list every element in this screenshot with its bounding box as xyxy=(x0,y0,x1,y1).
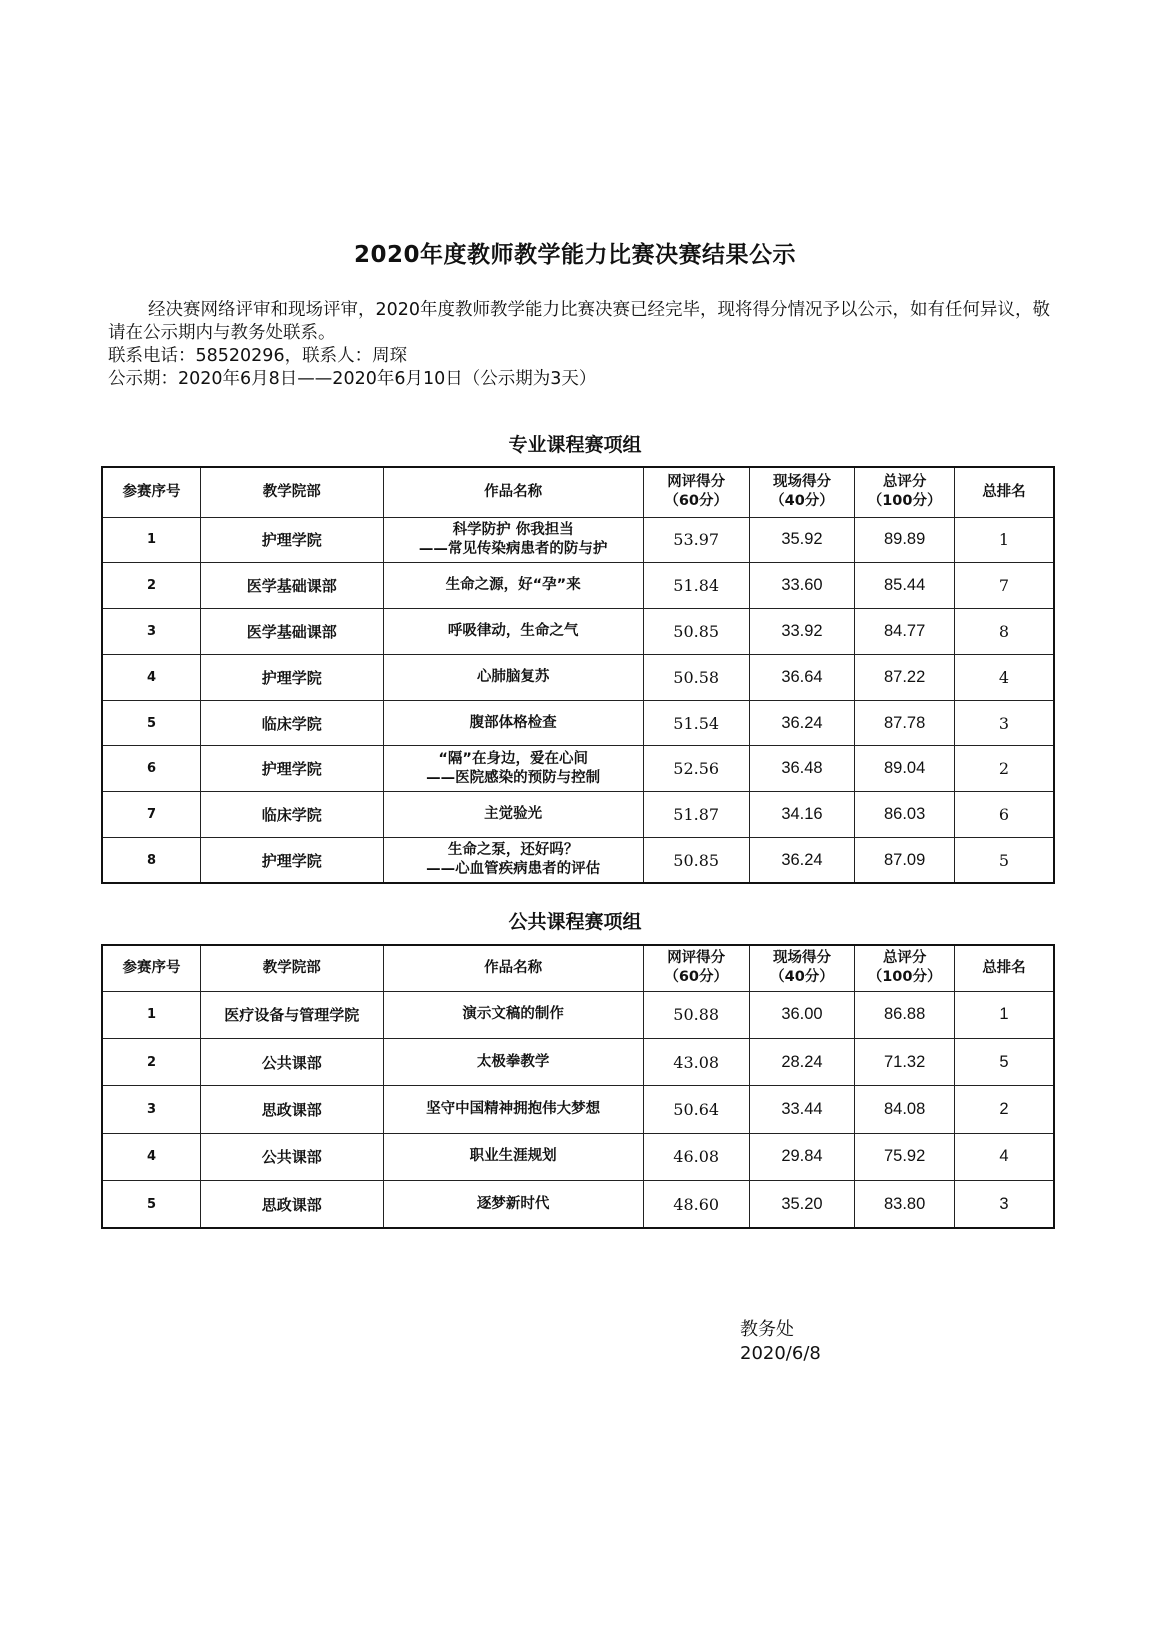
header-rank: 总排名 xyxy=(954,945,1054,991)
public-table-body xyxy=(102,991,1054,1228)
header-onsite xyxy=(749,945,855,991)
cell-seq: 5 xyxy=(102,1181,201,1228)
work-title: 心肺脑复苏 xyxy=(476,668,550,685)
header-total xyxy=(855,467,955,517)
cell-work xyxy=(383,700,643,746)
cell-onsite-score: 29.84 xyxy=(749,1133,855,1180)
work-title: 主觉验光 xyxy=(484,806,543,823)
header-total-label: 总评分 xyxy=(882,474,927,491)
cell-onsite-score: 33.92 xyxy=(749,609,855,655)
header-total-max: （100分） xyxy=(867,493,942,510)
table-row xyxy=(102,517,1054,563)
header-work: 作品名称 xyxy=(383,945,643,991)
work-title: 坚守中国精神拥抱伟大梦想 xyxy=(426,1100,601,1117)
table-row xyxy=(102,1181,1054,1228)
cell-online-score: 46.08 xyxy=(643,1133,749,1180)
cell-seq: 2 xyxy=(102,1038,201,1085)
cell-rank: 4 xyxy=(954,654,1054,700)
cell-total-score: 87.09 xyxy=(855,838,955,884)
cell-dept: 医学基础课部 xyxy=(201,563,384,609)
header-work: 作品名称 xyxy=(383,467,643,517)
cell-work xyxy=(383,654,643,700)
cell-onsite-score: 36.24 xyxy=(749,838,855,884)
cell-online-score: 51.87 xyxy=(643,792,749,838)
cell-total-score: 89.04 xyxy=(855,746,955,792)
cell-total-score: 86.88 xyxy=(855,991,955,1038)
cell-seq: 3 xyxy=(102,609,201,655)
public-section-title: 公共课程赛项组 xyxy=(508,911,642,933)
cell-work xyxy=(383,1086,643,1133)
cell-total-score: 84.77 xyxy=(855,609,955,655)
header-onsite-max: （40分） xyxy=(770,493,834,510)
cell-rank: 8 xyxy=(954,609,1054,655)
cell-online-score: 53.97 xyxy=(643,517,749,563)
header-rank: 总排名 xyxy=(954,467,1054,517)
cell-onsite-score: 33.60 xyxy=(749,563,855,609)
cell-rank: 2 xyxy=(954,746,1054,792)
cell-total-score: 83.80 xyxy=(855,1181,955,1228)
contact-line: 联系电话：58520296，联系人：周琛 xyxy=(108,346,408,366)
cell-onsite-score: 36.24 xyxy=(749,700,855,746)
professional-table-body xyxy=(102,517,1054,883)
cell-online-score: 50.58 xyxy=(643,654,749,700)
cell-total-score: 71.32 xyxy=(855,1038,955,1085)
cell-total-score: 75.92 xyxy=(855,1133,955,1180)
cell-rank: 5 xyxy=(954,1038,1054,1085)
cell-work xyxy=(383,609,643,655)
cell-rank: 2 xyxy=(954,1086,1054,1133)
cell-total-score: 86.03 xyxy=(855,792,955,838)
work-title: “隔”在身边，爱在心间 xyxy=(438,750,588,767)
header-total xyxy=(855,945,955,991)
cell-rank: 3 xyxy=(954,1181,1054,1228)
table-row xyxy=(102,1133,1054,1180)
cell-online-score: 52.56 xyxy=(643,746,749,792)
cell-dept: 临床学院 xyxy=(201,700,384,746)
table-row xyxy=(102,838,1054,884)
cell-online-score: 50.88 xyxy=(643,991,749,1038)
header-dept: 教学院部 xyxy=(201,945,384,991)
cell-onsite-score: 36.00 xyxy=(749,991,855,1038)
table-row xyxy=(102,991,1054,1038)
work-title: 职业生涯规划 xyxy=(469,1148,557,1165)
header-online-label: 网评得分 xyxy=(667,474,726,491)
work-title: 演示文稿的制作 xyxy=(462,1006,564,1023)
table-row xyxy=(102,563,1054,609)
cell-seq: 3 xyxy=(102,1086,201,1133)
cell-total-score: 85.44 xyxy=(855,563,955,609)
cell-dept: 护理学院 xyxy=(201,838,384,884)
cell-onsite-score: 34.16 xyxy=(749,792,855,838)
cell-rank: 7 xyxy=(954,563,1054,609)
cell-dept: 护理学院 xyxy=(201,746,384,792)
cell-online-score: 51.54 xyxy=(643,700,749,746)
cell-seq: 6 xyxy=(102,746,201,792)
cell-seq: 8 xyxy=(102,838,201,884)
table-row xyxy=(102,792,1054,838)
header-onsite-label: 现场得分 xyxy=(772,950,831,967)
work-title: 呼吸律动，生命之气 xyxy=(447,622,579,639)
cell-work xyxy=(383,838,643,884)
table-row xyxy=(102,1086,1054,1133)
work-title: 科学防护 你我担当 xyxy=(452,521,574,538)
cell-onsite-score: 35.92 xyxy=(749,517,855,563)
cell-total-score: 89.89 xyxy=(855,517,955,563)
cell-online-score: 43.08 xyxy=(643,1038,749,1085)
intro-paragraph: 经决赛网络评审和现场评审，2020年度教师教学能力比赛决赛已经完毕，现将得分情况予以公示，如有任何异议，敬请在公示期内与教务处联系。 xyxy=(108,300,1051,343)
period-line: 公示期：2020年6月8日——2020年6月10日（公示期为3天） xyxy=(108,369,597,389)
cell-rank: 3 xyxy=(954,700,1054,746)
header-online xyxy=(643,467,749,517)
issuing-office: 教务处 xyxy=(740,1319,794,1340)
signature-block xyxy=(740,1318,890,1366)
cell-rank: 1 xyxy=(954,517,1054,563)
work-title: 生命之泵，还好吗？ xyxy=(447,842,579,859)
header-seq: 参赛序号 xyxy=(102,467,201,517)
cell-onsite-score: 28.24 xyxy=(749,1038,855,1085)
work-subtitle: ——医院感染的预防与控制 xyxy=(426,769,601,786)
header-total-max: （100分） xyxy=(867,969,942,986)
table-row xyxy=(102,609,1054,655)
cell-total-score: 87.22 xyxy=(855,654,955,700)
cell-work xyxy=(383,563,643,609)
table-row xyxy=(102,746,1054,792)
cell-total-score: 87.78 xyxy=(855,700,955,746)
table-header-row xyxy=(102,945,1054,991)
cell-onsite-score: 33.44 xyxy=(749,1086,855,1133)
work-subtitle: ——心血管疾病患者的评估 xyxy=(426,861,601,878)
work-title: 生命之源，好“孕”来 xyxy=(445,577,581,594)
cell-work xyxy=(383,1038,643,1085)
issue-date: 2020/6/8 xyxy=(740,1343,821,1364)
cell-dept: 临床学院 xyxy=(201,792,384,838)
header-onsite-max: （40分） xyxy=(770,969,834,986)
header-onsite-label: 现场得分 xyxy=(772,474,831,491)
public-results-table xyxy=(101,944,1055,1229)
header-online xyxy=(643,945,749,991)
cell-seq: 1 xyxy=(102,517,201,563)
header-onsite xyxy=(749,467,855,517)
cell-dept: 思政课部 xyxy=(201,1181,384,1228)
header-dept: 教学院部 xyxy=(201,467,384,517)
work-title: 逐梦新时代 xyxy=(476,1195,550,1212)
header-total-label: 总评分 xyxy=(882,950,927,967)
work-title: 太极拳教学 xyxy=(476,1053,550,1070)
table-row xyxy=(102,654,1054,700)
cell-dept: 护理学院 xyxy=(201,654,384,700)
cell-dept: 思政课部 xyxy=(201,1086,384,1133)
cell-online-score: 48.60 xyxy=(643,1181,749,1228)
cell-dept: 护理学院 xyxy=(201,517,384,563)
cell-online-score: 50.64 xyxy=(643,1086,749,1133)
header-seq: 参赛序号 xyxy=(102,945,201,991)
cell-seq: 7 xyxy=(102,792,201,838)
cell-seq: 5 xyxy=(102,700,201,746)
header-online-label: 网评得分 xyxy=(667,950,726,967)
cell-work xyxy=(383,1133,643,1180)
cell-online-score: 50.85 xyxy=(643,838,749,884)
cell-rank: 4 xyxy=(954,1133,1054,1180)
cell-dept: 公共课部 xyxy=(201,1038,384,1085)
cell-onsite-score: 36.48 xyxy=(749,746,855,792)
header-online-max: （60分） xyxy=(664,493,729,510)
cell-seq: 2 xyxy=(102,563,201,609)
work-subtitle: ——常见传染病患者的防与护 xyxy=(418,540,608,557)
professional-results-table xyxy=(101,466,1055,884)
cell-dept: 医学基础课部 xyxy=(201,609,384,655)
cell-work xyxy=(383,1181,643,1228)
cell-seq: 1 xyxy=(102,991,201,1038)
page-title: 2020年度教师教学能力比赛决赛结果公示 xyxy=(353,242,796,268)
cell-dept: 公共课部 xyxy=(201,1133,384,1180)
cell-online-score: 51.84 xyxy=(643,563,749,609)
table-row xyxy=(102,700,1054,746)
cell-onsite-score: 36.64 xyxy=(749,654,855,700)
work-title: 腹部体格检查 xyxy=(469,714,557,731)
cell-online-score: 50.85 xyxy=(643,609,749,655)
cell-rank: 1 xyxy=(954,991,1054,1038)
table-row xyxy=(102,1038,1054,1085)
cell-work xyxy=(383,792,643,838)
cell-onsite-score: 35.20 xyxy=(749,1181,855,1228)
cell-seq: 4 xyxy=(102,1133,201,1180)
header-online-max: （60分） xyxy=(664,969,729,986)
cell-rank: 6 xyxy=(954,792,1054,838)
cell-seq: 4 xyxy=(102,654,201,700)
intro-block xyxy=(108,299,1058,391)
table-header-row xyxy=(102,467,1054,517)
cell-rank: 5 xyxy=(954,838,1054,884)
cell-work xyxy=(383,991,643,1038)
professional-section-title: 专业课程赛项组 xyxy=(508,434,642,456)
cell-dept: 医疗设备与管理学院 xyxy=(201,991,384,1038)
cell-work xyxy=(383,517,643,563)
cell-total-score: 84.08 xyxy=(855,1086,955,1133)
cell-work xyxy=(383,746,643,792)
